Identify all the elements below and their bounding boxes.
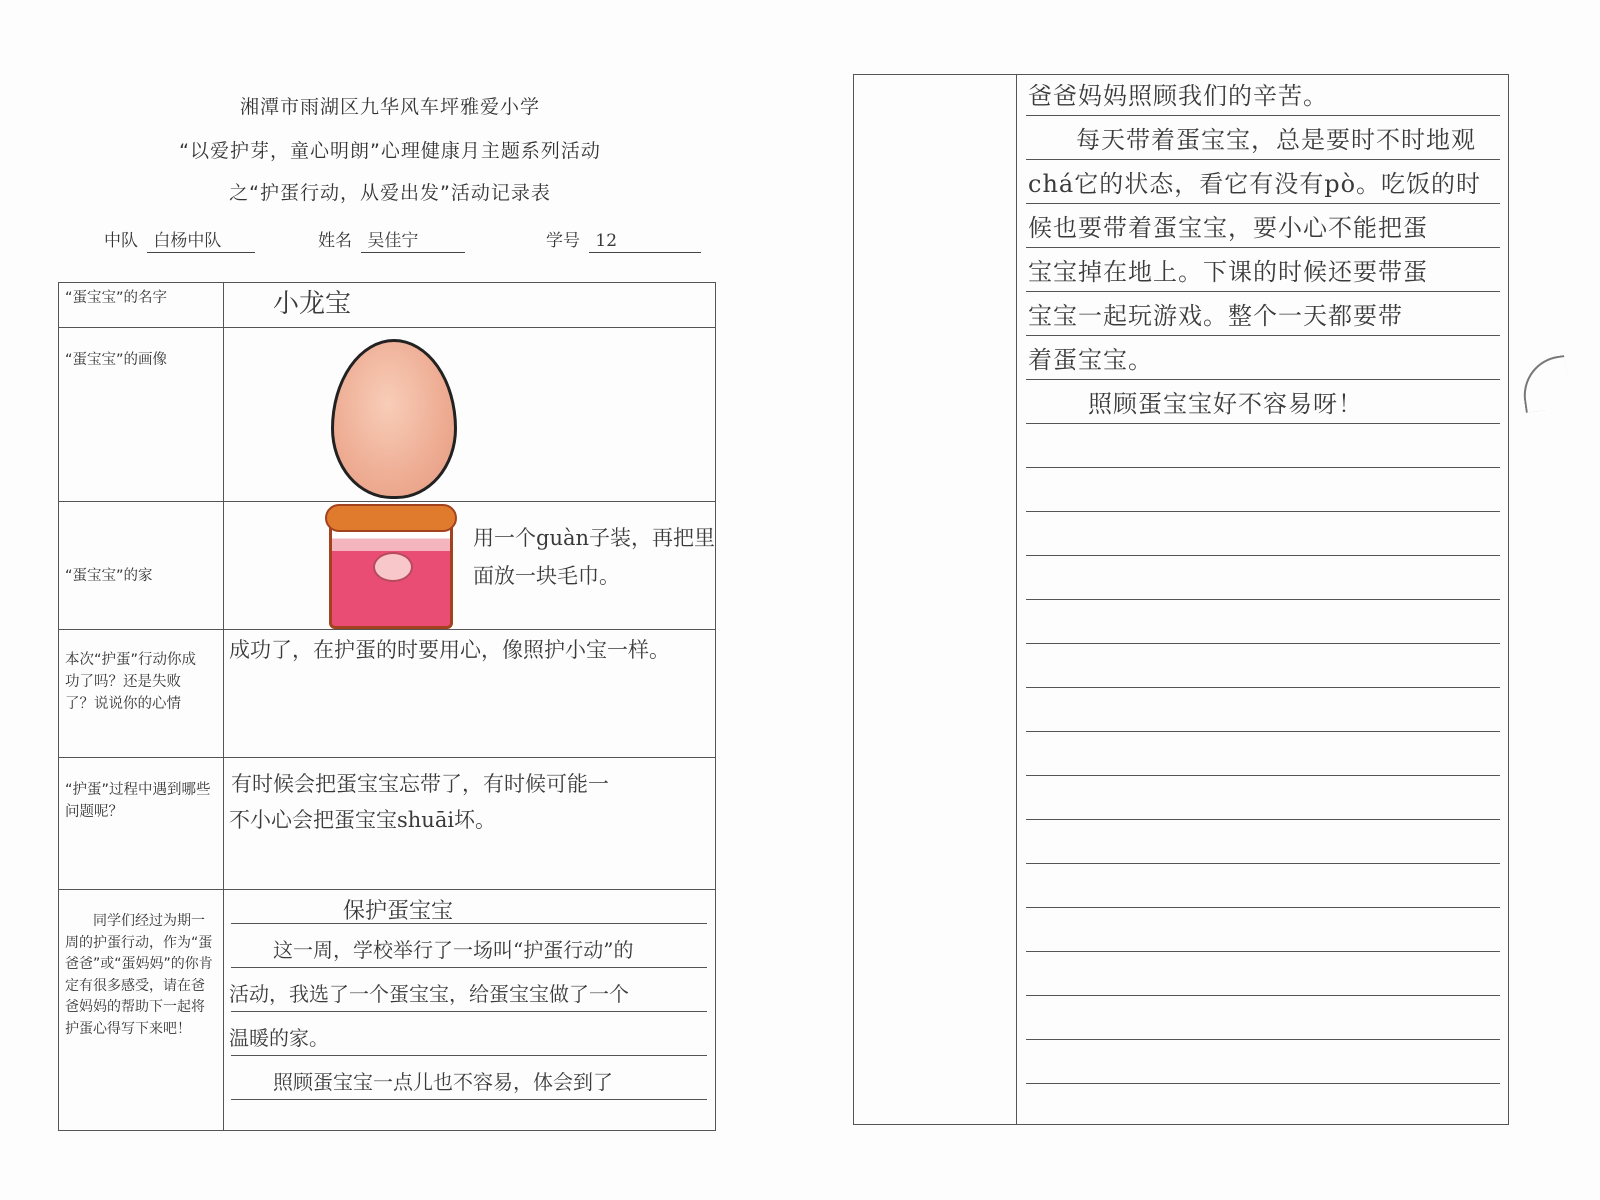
ruled-line	[1026, 115, 1500, 116]
student-id-label: 学号	[546, 231, 580, 251]
essay-line: 照顾蛋宝宝一点儿也不容易，体会到了	[273, 1070, 613, 1094]
ruled-line	[1026, 599, 1500, 600]
egg-drawing	[331, 339, 457, 499]
egg-portrait-label: “蛋宝宝”的画像	[65, 352, 168, 368]
activity-title-line1: “以爱护芽，童心明朗”心理健康月主题系列活动	[179, 140, 601, 162]
ruled-line	[1026, 511, 1500, 512]
school-title: 湘潭市雨湖区九华风车坪雅爱小学	[239, 96, 540, 118]
continuation-line: 候也要带着蛋宝宝，要小心不能把蛋	[1028, 214, 1428, 242]
result-question-label: 本次“护蛋”行动你成功了吗？还是失败了？说说你的心情	[65, 652, 197, 712]
continuation-line: 着蛋宝宝。	[1028, 346, 1153, 374]
egg-home-note-line2: 面放一块毛巾。	[473, 564, 620, 588]
continuation-line: 爸爸妈妈照顾我们的辛苦。	[1028, 82, 1328, 110]
egg-in-jar	[373, 552, 413, 582]
ruled-line	[1026, 731, 1500, 732]
continuation-line: 每天带着蛋宝宝，总是要时不时地观	[1076, 126, 1476, 154]
egg-name-value: 小龙宝	[273, 289, 352, 319]
continuation-line: chá它的状态，看它有没有pò。吃饭的时	[1028, 170, 1482, 198]
table-row-divider	[59, 629, 715, 630]
name-value: 吴佳宁	[361, 226, 465, 253]
ruled-line	[1026, 203, 1500, 204]
squad-label: 中队	[104, 231, 138, 251]
table-row-divider	[59, 501, 715, 502]
egg-name-label: “蛋宝宝”的名字	[65, 290, 168, 306]
continuation-line: 宝宝一起玩游戏。整个一天都要带	[1028, 302, 1403, 330]
ruled-line	[1026, 291, 1500, 292]
ruled-line	[231, 1055, 707, 1056]
ruled-line	[231, 1011, 707, 1012]
table-row-divider	[59, 889, 715, 890]
ruled-line	[1026, 467, 1500, 468]
name-field	[318, 226, 465, 253]
activity-title-line2: 之“护蛋行动，从爱出发”活动记录表	[229, 182, 551, 204]
ruled-line	[1026, 1039, 1500, 1040]
problems-answer-line2: 不小心会把蛋宝宝shuāi坏。	[229, 808, 497, 832]
ruled-line	[1026, 159, 1500, 160]
jar-drawing	[329, 504, 453, 629]
record-table	[58, 282, 716, 1131]
ruled-line	[231, 967, 707, 968]
table-column-divider	[223, 283, 224, 1130]
ruled-line	[1026, 951, 1500, 952]
ruled-line	[1026, 247, 1500, 248]
ruled-line	[1026, 423, 1500, 424]
ruled-line	[231, 923, 707, 924]
squad-field	[104, 226, 255, 253]
ruled-line	[1026, 995, 1500, 996]
ruled-line	[1026, 687, 1500, 688]
problems-question-label: “护蛋”过程中遇到哪些问题呢？	[65, 782, 211, 820]
essay-line: 活动，我选了一个蛋宝宝，给蛋宝宝做了一个	[229, 982, 629, 1006]
ruled-line	[1026, 643, 1500, 644]
problems-answer-line1: 有时候会把蛋宝宝忘带了，有时候可能一	[231, 772, 609, 796]
essay-title: 保护蛋宝宝	[343, 899, 454, 924]
student-id-field	[546, 226, 701, 253]
table-row-divider	[59, 327, 715, 328]
egg-home-label: “蛋宝宝”的家	[65, 568, 153, 584]
essay-line: 温暖的家。	[229, 1026, 329, 1050]
ruled-line	[1026, 379, 1500, 380]
pencil-mark	[1519, 355, 1572, 413]
name-label: 姓名	[318, 231, 352, 251]
ruled-line	[1026, 335, 1500, 336]
egg-home-note-line1: 用一个guàn子装，再把里	[473, 526, 716, 550]
student-id-value: 12	[589, 231, 701, 253]
result-answer: 成功了，在护蛋的时要用心，像照护小宝一样。	[229, 638, 670, 662]
ruled-line	[1026, 907, 1500, 908]
ruled-line	[1026, 775, 1500, 776]
ruled-line	[231, 1099, 707, 1100]
continuation-line: 照顾蛋宝宝好不容易呀！	[1088, 390, 1363, 418]
jar-lid	[325, 504, 457, 532]
ruled-line	[1026, 819, 1500, 820]
ruled-line	[1026, 555, 1500, 556]
essay-line: 这一周，学校举行了一场叫“护蛋行动”的	[273, 938, 634, 962]
reflection-prompt-label: 同学们经过为期一周的护蛋行动，作为“蛋爸爸”或“蛋妈妈”的你肯定有很多感受，请在爸爸妈妈的帮助下一起将护蛋心得写下来吧！	[65, 913, 213, 1037]
continuation-page	[853, 74, 1509, 1125]
squad-value: 白杨中队	[147, 226, 255, 253]
ruled-line	[1026, 1083, 1500, 1084]
margin-divider	[1016, 75, 1017, 1124]
ruled-line	[1026, 863, 1500, 864]
continuation-line: 宝宝掉在地上。下课的时候还要带蛋	[1028, 258, 1428, 286]
table-row-divider	[59, 757, 715, 758]
